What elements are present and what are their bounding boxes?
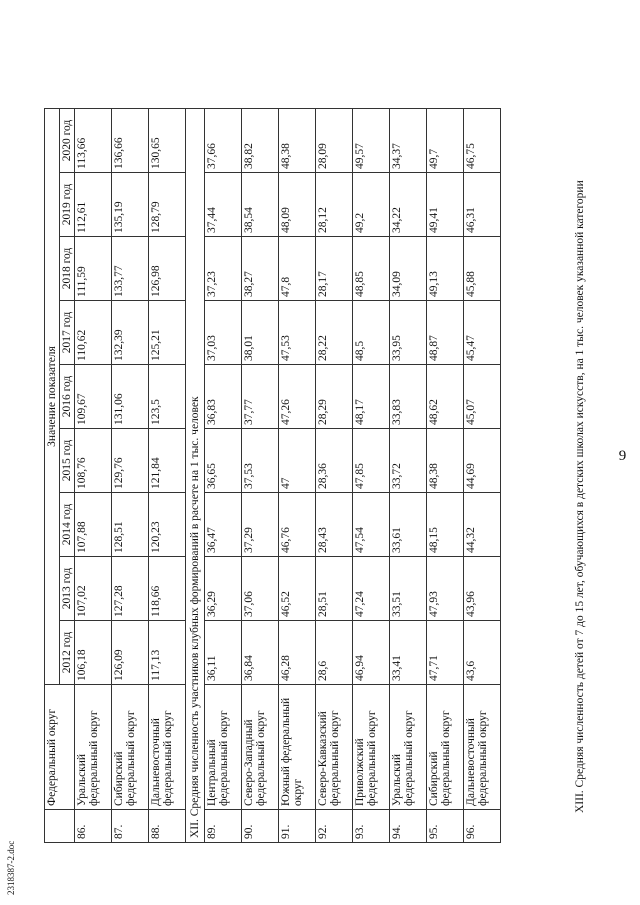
value-cell: 130,65 xyxy=(149,109,186,173)
value-cell: 48,09 xyxy=(279,173,316,237)
row-number: 87. xyxy=(112,810,149,843)
value-cell: 45,88 xyxy=(464,237,501,301)
value-cell: 125,21 xyxy=(149,301,186,365)
value-cell: 135,19 xyxy=(112,173,149,237)
district-name: Уральский федеральный округ xyxy=(390,685,427,810)
value-cell: 37,66 xyxy=(205,109,242,173)
value-cell: 127,28 xyxy=(112,557,149,621)
value-cell: 33,83 xyxy=(390,365,427,429)
district-name: Сибирский федеральный округ xyxy=(427,685,464,810)
district-name: Дальневосточный федеральный округ xyxy=(464,685,501,810)
value-cell: 48,85 xyxy=(353,237,390,301)
value-cell: 128,51 xyxy=(112,493,149,557)
value-cell: 46,31 xyxy=(464,173,501,237)
value-cell: 123,5 xyxy=(149,365,186,429)
value-cell: 48,38 xyxy=(279,109,316,173)
value-cell: 47,8 xyxy=(279,237,316,301)
year-header: 2012 год xyxy=(60,621,75,685)
value-cell: 28,17 xyxy=(316,237,353,301)
value-cell: 113,66 xyxy=(75,109,112,173)
value-cell: 38,01 xyxy=(242,301,279,365)
value-cell: 38,27 xyxy=(242,237,279,301)
table-row xyxy=(353,109,390,843)
district-header: Федеральный округ xyxy=(45,685,75,810)
value-cell: 107,88 xyxy=(75,493,112,557)
value-cell: 37,29 xyxy=(242,493,279,557)
value-cell: 49,13 xyxy=(427,237,464,301)
district-name: Южный федеральный округ xyxy=(279,685,316,810)
value-cell: 36,47 xyxy=(205,493,242,557)
row-number: 92. xyxy=(316,810,353,843)
value-cell: 43,96 xyxy=(464,557,501,621)
value-cell: 48,17 xyxy=(353,365,390,429)
value-cell: 111,59 xyxy=(75,237,112,301)
district-name: Дальневосточный федеральный округ xyxy=(149,685,186,810)
value-cell: 28,12 xyxy=(316,173,353,237)
value-cell: 36,84 xyxy=(242,621,279,685)
year-header: 2017 год xyxy=(60,301,75,365)
value-cell: 33,72 xyxy=(390,429,427,493)
value-cell: 47,26 xyxy=(279,365,316,429)
value-cell: 34,09 xyxy=(390,237,427,301)
value-cell: 126,98 xyxy=(149,237,186,301)
table-row xyxy=(279,109,316,843)
value-cell: 33,95 xyxy=(390,301,427,365)
value-cell: 33,51 xyxy=(390,557,427,621)
value-cell: 47,85 xyxy=(353,429,390,493)
value-cell: 46,94 xyxy=(353,621,390,685)
value-cell: 28,51 xyxy=(316,557,353,621)
page-number: 9 xyxy=(618,447,627,464)
year-header: 2020 год xyxy=(60,109,75,173)
section-xii-title: XII. Средняя численность участников клубных формирований в расчете на 1 тыс. человек xyxy=(186,109,205,843)
row-number: 91. xyxy=(279,810,316,843)
table-row xyxy=(112,109,149,843)
table-row xyxy=(75,109,112,843)
value-cell: 47,71 xyxy=(427,621,464,685)
row-number: 90. xyxy=(242,810,279,843)
value-cell: 36,29 xyxy=(205,557,242,621)
value-cell: 46,76 xyxy=(279,493,316,557)
value-cell: 48,62 xyxy=(427,365,464,429)
value-cell: 47,54 xyxy=(353,493,390,557)
value-cell: 47,24 xyxy=(353,557,390,621)
value-cell: 108,76 xyxy=(75,429,112,493)
row-number: 95. xyxy=(427,810,464,843)
row-number: 89. xyxy=(205,810,242,843)
table-row xyxy=(205,109,242,843)
value-cell: 129,76 xyxy=(112,429,149,493)
value-cell: 118,66 xyxy=(149,557,186,621)
row-number: 93. xyxy=(353,810,390,843)
value-cell: 49,7 xyxy=(427,109,464,173)
table-body-b xyxy=(205,109,501,843)
district-name: Северо-Кавказский федеральный округ xyxy=(316,685,353,810)
value-cell: 121,84 xyxy=(149,429,186,493)
value-cell: 132,39 xyxy=(112,301,149,365)
value-cell: 28,36 xyxy=(316,429,353,493)
table-body-a xyxy=(75,109,186,843)
value-cell: 133,77 xyxy=(112,237,149,301)
value-cell: 48,15 xyxy=(427,493,464,557)
section-xiii-title: XIII. Средняя численность детей от 7 до 15 лет, обучающихся в детских школах искусств, на 1 тыс. человек указанной категории xyxy=(574,180,586,813)
value-cell: 48,5 xyxy=(353,301,390,365)
value-cell: 37,77 xyxy=(242,365,279,429)
year-header: 2018 год xyxy=(60,237,75,301)
district-name: Северо-Западный федеральный округ xyxy=(242,685,279,810)
year-header: 2019 год xyxy=(60,173,75,237)
row-number: 86. xyxy=(75,810,112,843)
value-cell: 37,53 xyxy=(242,429,279,493)
value-cell: 28,6 xyxy=(316,621,353,685)
value-cell: 46,28 xyxy=(279,621,316,685)
value-cell: 47,53 xyxy=(279,301,316,365)
value-cell: 117,13 xyxy=(149,621,186,685)
value-cell: 48,87 xyxy=(427,301,464,365)
value-cell: 28,29 xyxy=(316,365,353,429)
num-header xyxy=(45,810,75,843)
value-cell: 36,65 xyxy=(205,429,242,493)
value-cell: 34,37 xyxy=(390,109,427,173)
value-cell: 49,41 xyxy=(427,173,464,237)
row-number: 96. xyxy=(464,810,501,843)
value-cell: 136,66 xyxy=(112,109,149,173)
value-cell: 49,57 xyxy=(353,109,390,173)
year-header: 2014 год xyxy=(60,493,75,557)
value-cell: 33,41 xyxy=(390,621,427,685)
value-cell: 106,18 xyxy=(75,621,112,685)
value-cell: 43,6 xyxy=(464,621,501,685)
value-cell: 33,61 xyxy=(390,493,427,557)
value-cell: 28,22 xyxy=(316,301,353,365)
value-cell: 120,23 xyxy=(149,493,186,557)
table-row xyxy=(390,109,427,843)
table-row xyxy=(149,109,186,843)
value-cell: 37,23 xyxy=(205,237,242,301)
value-cell: 28,43 xyxy=(316,493,353,557)
value-cell: 44,69 xyxy=(464,429,501,493)
value-cell: 110,62 xyxy=(75,301,112,365)
value-cell: 131,06 xyxy=(112,365,149,429)
value-cell: 36,11 xyxy=(205,621,242,685)
value-cell: 112,61 xyxy=(75,173,112,237)
value-cell: 109,67 xyxy=(75,365,112,429)
value-cell: 46,75 xyxy=(464,109,501,173)
table-row xyxy=(464,109,501,843)
value-group-header: Значение показателя xyxy=(45,109,60,685)
indicator-table xyxy=(44,108,501,843)
value-cell: 37,44 xyxy=(205,173,242,237)
row-number: 94. xyxy=(390,810,427,843)
value-cell: 37,03 xyxy=(205,301,242,365)
value-cell: 45,07 xyxy=(464,365,501,429)
year-header: 2013 год xyxy=(60,557,75,621)
district-name: Сибирский федеральный округ xyxy=(112,685,149,810)
value-cell: 38,54 xyxy=(242,173,279,237)
table-row xyxy=(242,109,279,843)
value-cell: 107,02 xyxy=(75,557,112,621)
value-cell: 28,09 xyxy=(316,109,353,173)
value-cell: 36,83 xyxy=(205,365,242,429)
value-cell: 38,82 xyxy=(242,109,279,173)
value-cell: 49,2 xyxy=(353,173,390,237)
value-cell: 47 xyxy=(279,429,316,493)
value-cell: 34,22 xyxy=(390,173,427,237)
row-number: 88. xyxy=(149,810,186,843)
document-code: 2318387-2.doc xyxy=(6,840,16,895)
district-name: Уральский федеральный округ xyxy=(75,685,112,810)
value-cell: 128,79 xyxy=(149,173,186,237)
value-cell: 46,52 xyxy=(279,557,316,621)
year-header: 2015 год xyxy=(60,429,75,493)
table-row xyxy=(427,109,464,843)
table-row xyxy=(316,109,353,843)
district-name: Центральный федеральный округ xyxy=(205,685,242,810)
value-cell: 37,06 xyxy=(242,557,279,621)
value-cell: 47,93 xyxy=(427,557,464,621)
value-cell: 44,32 xyxy=(464,493,501,557)
district-name: Приволжский федеральный округ xyxy=(353,685,390,810)
year-header: 2016 год xyxy=(60,365,75,429)
value-cell: 48,38 xyxy=(427,429,464,493)
value-cell: 126,09 xyxy=(112,621,149,685)
value-cell: 45,47 xyxy=(464,301,501,365)
